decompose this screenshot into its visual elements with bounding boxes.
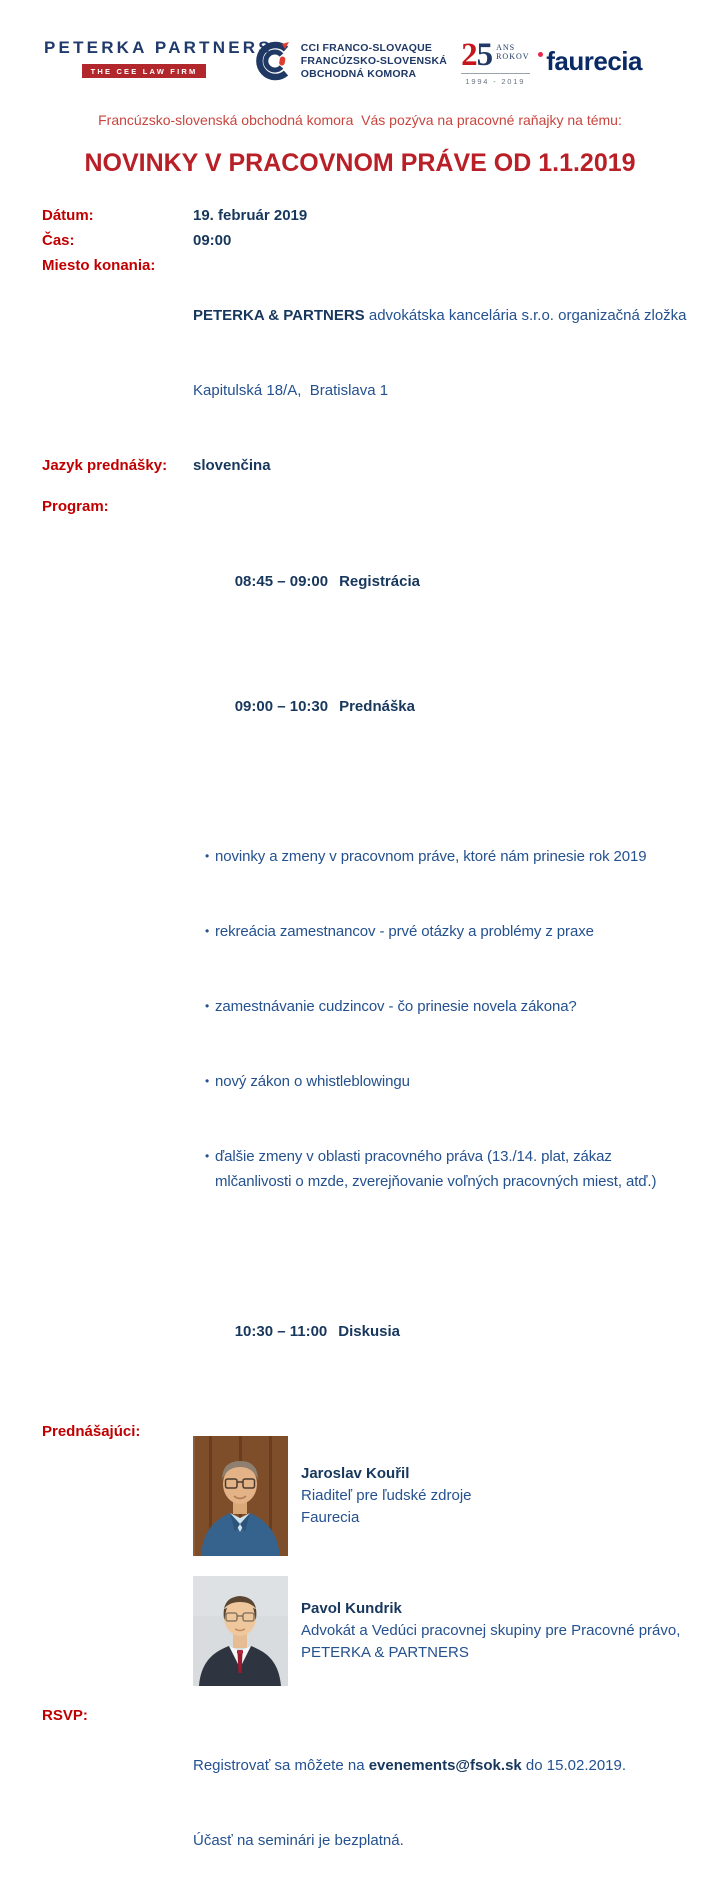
speakers-section [42, 1419, 692, 1686]
speaker-card [193, 1436, 692, 1556]
venue-line-2: Kapitulská 18/A, Bratislava 1 [193, 382, 389, 399]
speaker-organization: PETERKA & PARTNERS [301, 1644, 469, 1661]
time-value: 09:00 [193, 232, 232, 249]
cci-chamber-logo [253, 37, 530, 86]
cci-line-1: CCI FRANCO-SLOVAQUE [300, 41, 433, 54]
program-section [42, 494, 692, 1419]
language-label: Jazyk prednášky: [42, 457, 168, 474]
cci-line-3: OBCHODNÁ KOMORA [300, 67, 417, 80]
cci-line-2: FRANCÚZSKO-SLOVENSKÁ [300, 54, 448, 67]
rsvp-content [193, 1703, 692, 1903]
page-title: NOVINKY V PRACOVNOM PRÁVE OD 1.1.2019 [84, 149, 636, 177]
time-label: Čas: [42, 232, 75, 249]
cci-emblem-and-text [253, 40, 447, 82]
session-3-title: Diskusia [338, 1323, 400, 1340]
program-session-discussion [193, 1294, 692, 1369]
rsvp-line-1 [193, 1753, 692, 1778]
portrait-jaroslav-kouril [193, 1436, 288, 1556]
date-label: Dátum: [42, 207, 94, 224]
faurecia-logo [538, 46, 642, 77]
session-3-time: 10:30 – 11:00 [234, 1323, 328, 1340]
speaker-info [301, 1598, 680, 1664]
program-topic-list [193, 794, 692, 1244]
faurecia-wordmark: faurecia [546, 46, 642, 76]
date-value: 19. február 2019 [193, 207, 308, 224]
anniversary-number [461, 37, 493, 73]
peterka-partners-logo [44, 38, 273, 79]
rokov-label: ROKOV [496, 52, 530, 61]
program-bullet-item: • ďalšie zmeny v oblasti pracovného práva (13./14. plat, zákaz mlčanlivosti o mzde, zverejňovanie voľných pracovných miest, atď.) [205, 1144, 692, 1194]
peterka-tagline-badge: THE CEE LAW FIRM [82, 64, 207, 78]
anniversary-25-badge [461, 37, 530, 86]
rsvp-email[interactable]: evenements@fsok.sk [368, 1757, 522, 1774]
detail-row-language [42, 453, 692, 478]
intro-line: Francúzsko-slovenská obchodná komora Vás pozýva na pracovné raňajky na tému: [98, 112, 622, 128]
rsvp-line-2: Účasť na seminári je bezplatná. [193, 1832, 404, 1849]
speaker-organization: Faurecia [301, 1509, 360, 1526]
speaker-role: Riaditeľ pre ľudské zdroje [301, 1487, 472, 1504]
main-content [42, 203, 692, 1903]
detail-row-date [42, 203, 692, 228]
rsvp-text-pre: Registrovať sa môžete na [193, 1757, 369, 1774]
logo-header [0, 0, 720, 86]
venue-firm-name: PETERKA & PARTNERS [193, 307, 365, 324]
cci-emblem-icon [253, 40, 295, 82]
program-session-lecture [193, 669, 692, 744]
session-1-time: 08:45 – 09:00 [234, 573, 329, 590]
digit-2: 2 [461, 37, 477, 73]
session-2-time: 09:00 – 10:30 [234, 698, 329, 715]
cci-logo-text [301, 42, 447, 81]
program-bullet-item: • zamestnávanie cudzincov - čo prinesie novela zákona? [205, 994, 692, 1019]
faurecia-dot-icon [538, 52, 543, 57]
event-details [42, 203, 692, 478]
program-bullet-item: • nový zákon o whistleblowingu [205, 1069, 692, 1094]
program-label: Program: [42, 498, 109, 515]
venue-line-1 [193, 303, 692, 328]
venue-label: Miesto konania: [42, 257, 156, 274]
rsvp-label: RSVP: [42, 1707, 88, 1724]
anniversary-ans-rokov [496, 40, 529, 61]
anniversary-years: 1994 - 2019 [461, 73, 529, 86]
venue-firm-suffix: advokátska kancelária s.r.o. organizačná zložka [364, 307, 687, 324]
speakers-list [193, 1419, 692, 1686]
program-session-registration [193, 544, 692, 619]
portrait-pavol-kundrik [193, 1576, 288, 1686]
session-1-title: Registrácia [339, 573, 420, 590]
detail-row-time [42, 228, 692, 253]
rsvp-section [42, 1703, 692, 1903]
speaker-role: Advokát a Vedúci pracovnej skupiny pre Pracovné právo, [301, 1622, 681, 1639]
peterka-wordmark: PETERKA PARTNERS [44, 38, 273, 57]
program-content [193, 494, 692, 1419]
ans-label: ANS [496, 43, 516, 52]
session-2-title: Prednáška [339, 698, 415, 715]
speaker-info [301, 1463, 472, 1529]
venue-value [193, 253, 692, 453]
program-bullet-item: • rekreácia zamestnancov - prvé otázky a problémy z praxe [205, 919, 692, 944]
program-bullet-item: • novinky a zmeny v pracovnom práve, ktoré nám prinesie rok 2019 [205, 844, 692, 869]
rsvp-text-post: do 15.02.2019. [521, 1757, 627, 1774]
speaker-card [193, 1576, 692, 1686]
detail-row-venue [42, 253, 692, 453]
speaker-name: Pavol Kundrik [301, 1600, 402, 1617]
speaker-name: Jaroslav Kouřil [301, 1465, 410, 1482]
language-value: slovenčina [193, 457, 271, 474]
speakers-label: Prednášajúci: [42, 1423, 141, 1440]
digit-5: 5 [476, 37, 493, 73]
